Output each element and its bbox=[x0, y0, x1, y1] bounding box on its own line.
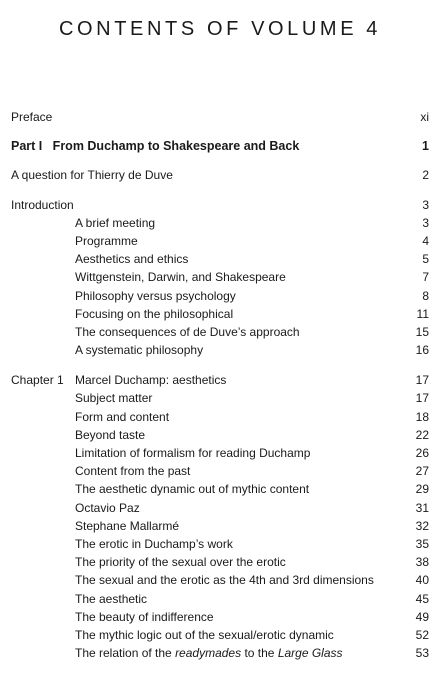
toc-entry-page: 1 bbox=[422, 139, 429, 154]
toc-chapter-1 bbox=[11, 371, 429, 389]
toc-subentry bbox=[11, 426, 429, 444]
toc-entry-label: Limitation of formalism for reading Duchamp bbox=[75, 446, 311, 460]
toc-entry-page: 53 bbox=[415, 646, 429, 661]
toc-subentry bbox=[11, 608, 429, 626]
toc-entry-label: Marcel Duchamp: aesthetics bbox=[75, 373, 227, 388]
toc-entry-preface bbox=[11, 108, 429, 126]
toc-subentry bbox=[11, 535, 429, 553]
toc-entry-page: 7 bbox=[422, 270, 429, 285]
toc-entry-page: 35 bbox=[415, 536, 429, 551]
toc-entry-label: Beyond taste bbox=[75, 427, 146, 442]
toc-entry-page: xi bbox=[420, 110, 429, 124]
toc-subentry bbox=[11, 214, 429, 232]
toc-entry bbox=[11, 166, 429, 184]
label-italic-text: Large Glass bbox=[277, 646, 343, 661]
toc-subentry bbox=[11, 341, 429, 359]
toc-subentry bbox=[11, 571, 429, 589]
toc-entry-page: 22 bbox=[415, 427, 429, 442]
toc-entry-label: Octavio Paz bbox=[75, 500, 140, 515]
toc-entry-introduction bbox=[11, 196, 429, 214]
toc-entry-page: 49 bbox=[415, 609, 429, 624]
toc-entry-label: Form and content bbox=[75, 409, 170, 424]
toc-entry-label: The aesthetic bbox=[75, 591, 148, 606]
toc-entry-label: Stephane Mallarmé bbox=[75, 518, 180, 533]
toc-entry-page: 26 bbox=[415, 446, 429, 460]
toc-subentry bbox=[11, 644, 429, 662]
label-text: The relation of the bbox=[75, 646, 176, 661]
label-text: to the bbox=[241, 646, 278, 661]
toc-entry-page: 32 bbox=[415, 518, 429, 533]
toc-subentry bbox=[11, 323, 429, 341]
toc-entry-page: 5 bbox=[422, 252, 429, 267]
toc-entry-label: The beauty of indifference bbox=[75, 609, 214, 624]
toc-entry-page: 16 bbox=[415, 343, 429, 358]
toc-chapter-number: Chapter 1 bbox=[11, 373, 64, 388]
toc-subentry bbox=[11, 590, 429, 608]
toc-subentry bbox=[11, 250, 429, 268]
toc-entry-page: 27 bbox=[415, 464, 429, 479]
toc-entry-label: The sexual and the erotic as the 4th and 3rd dimensions bbox=[75, 573, 374, 588]
toc-entry-label: Part I From Duchamp to Shakespeare and Back bbox=[11, 139, 300, 154]
toc-entry-label: Introduction bbox=[11, 197, 74, 212]
toc-entry-page: 45 bbox=[415, 591, 429, 606]
toc-entry-page: 4 bbox=[422, 233, 429, 248]
toc-entry-page: 17 bbox=[415, 391, 429, 406]
toc-entry-page: 8 bbox=[422, 288, 429, 303]
toc-entry-page: 15 bbox=[415, 324, 429, 339]
toc-entry-label: A brief meeting bbox=[75, 215, 156, 230]
toc-entry-page: 2 bbox=[422, 168, 429, 183]
toc-subentry bbox=[11, 462, 429, 480]
toc-entry-label: A question for Thierry de Duve bbox=[11, 168, 173, 183]
toc-entry-label: Focusing on the philosophical bbox=[75, 306, 234, 321]
toc-entry-page: 3 bbox=[422, 197, 429, 212]
toc-part-heading bbox=[11, 137, 429, 155]
toc-subentry bbox=[11, 408, 429, 426]
toc-entry-label: The mythic logic out of the sexual/erotic dynamic bbox=[75, 627, 334, 642]
toc-entry-label: Philosophy versus psychology bbox=[75, 288, 236, 303]
toc-entry-label bbox=[75, 644, 343, 662]
toc-entry-page: 17 bbox=[415, 373, 429, 388]
toc-entry-page: 40 bbox=[415, 573, 429, 588]
toc-entry-label: A systematic philosophy bbox=[75, 343, 204, 358]
toc-entry-page: 18 bbox=[415, 409, 429, 424]
label-italic-text: readymades bbox=[175, 646, 242, 661]
toc-entry-page: 3 bbox=[422, 215, 429, 230]
table-of-contents bbox=[11, 108, 429, 662]
toc-subentry bbox=[11, 305, 429, 323]
toc-entry-label: The aesthetic dynamic out of mythic content bbox=[75, 482, 310, 497]
toc-entry-page: 38 bbox=[415, 555, 429, 570]
toc-subentry bbox=[11, 268, 429, 286]
toc-subentry bbox=[11, 517, 429, 535]
toc-subentry bbox=[11, 287, 429, 305]
toc-entry-label: The erotic in Duchamp’s work bbox=[75, 536, 233, 551]
toc-subentry bbox=[11, 499, 429, 517]
toc-entry-label: Aesthetics and ethics bbox=[75, 252, 189, 267]
toc-entry-page: 29 bbox=[415, 482, 429, 497]
toc-entry-label: The priority of the sexual over the erotic bbox=[75, 555, 286, 570]
page-title: CONTENTS OF VOLUME 4 bbox=[58, 18, 382, 40]
toc-entry-label: Subject matter bbox=[75, 391, 153, 406]
toc-entry-label: Wittgenstein, Darwin, and Shakespeare bbox=[75, 270, 286, 285]
toc-subentry bbox=[11, 480, 429, 498]
toc-entry-page: 11 bbox=[416, 306, 429, 321]
toc-entry-label: Content from the past bbox=[75, 464, 191, 479]
toc-subentry bbox=[11, 232, 429, 250]
toc-entry-label: Preface bbox=[11, 110, 53, 124]
toc-subentry bbox=[11, 626, 429, 644]
toc-entry-label: Programme bbox=[75, 233, 138, 248]
toc-subentry bbox=[11, 444, 429, 462]
toc-subentry bbox=[11, 389, 429, 407]
toc-entry-page: 52 bbox=[415, 627, 429, 642]
toc-subentry bbox=[11, 553, 429, 571]
toc-entry-label: The consequences of de Duve’s approach bbox=[75, 324, 300, 339]
toc-entry-page: 31 bbox=[415, 500, 429, 515]
